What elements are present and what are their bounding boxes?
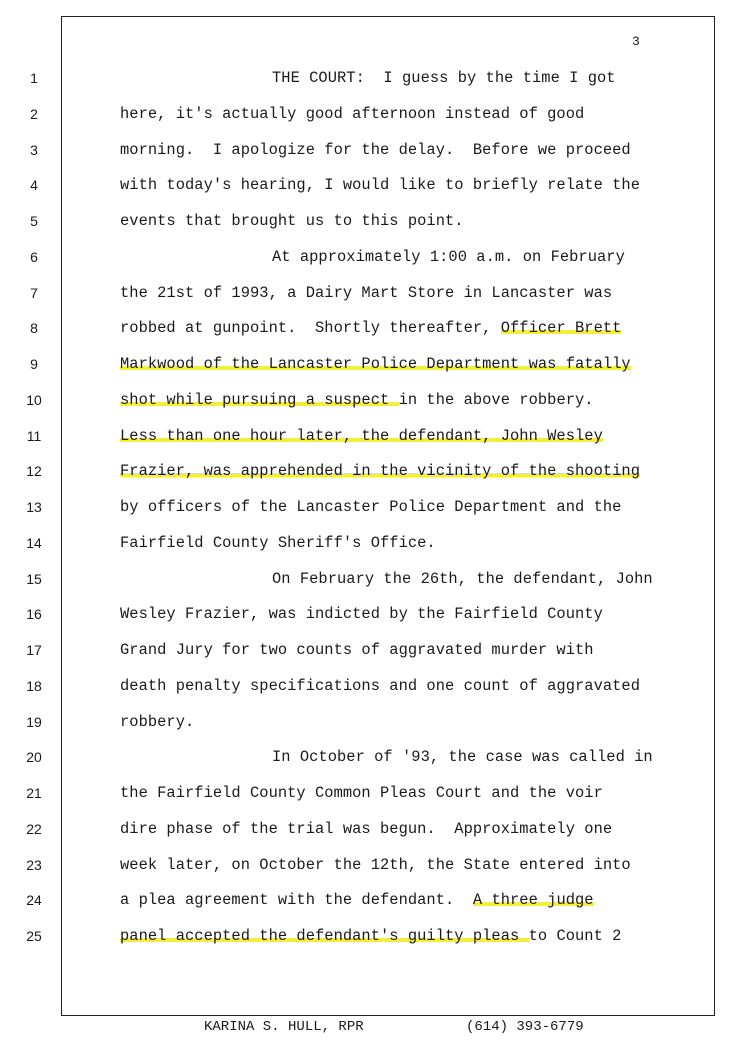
line-text-segment: Grand Jury for two counts of aggravated murder with [120,641,594,659]
line-number: 3 [30,142,38,158]
highlighted-text: Officer Brett [500,319,622,337]
transcript-line [120,391,594,409]
line-text-segment: THE COURT: I guess by the time I got [272,69,616,87]
transcript-line [120,319,621,337]
line-number: 4 [30,177,38,193]
page-number: 3 [632,34,640,49]
line-text-segment: In October of '93, the case was called in [272,748,653,766]
line-text-segment: with today's hearing, I would like to briefly relate the [120,176,641,194]
highlighted-text: Frazier, was apprehended in the vicinity of the shooting [120,462,641,480]
transcript-line [272,69,616,87]
transcript-line [120,212,464,230]
line-number: 23 [26,857,42,873]
line-text-segment: by officers of the Lancaster Police Department and the [120,498,622,516]
line-number: 13 [26,499,42,515]
line-number: 11 [26,428,42,444]
line-number: 12 [26,463,42,479]
line-text-segment: a plea agreement with the defendant. [120,891,473,909]
line-number: 8 [30,320,38,336]
line-number: 25 [26,928,42,944]
transcript-line [120,927,621,945]
transcript-line [272,748,653,766]
transcript-line [120,427,603,445]
line-text-segment: At approximately 1:00 a.m. on February [272,248,625,266]
transcript-line [120,605,603,623]
line-text-segment: the 21st of 1993, a Dairy Mart Store in Lancaster was [120,284,613,302]
line-text-segment: On February the 26th, the defendant, John [272,570,653,588]
transcript-line [120,462,640,480]
court-reporter-name: KARINA S. HULL, RPR [204,1019,364,1035]
court-reporter-phone: (614) 393-6779 [466,1019,584,1035]
line-text-segment: Wesley Frazier, was indicted by the Fairfield County [120,605,603,623]
line-number: 14 [26,535,42,551]
transcript-line [120,534,436,552]
transcript-line [120,355,631,373]
line-number: 7 [30,285,38,301]
line-text-segment: Fairfield County Sheriff's Office. [120,534,436,552]
line-text-segment: morning. I apologize for the delay. Before we proceed [120,141,631,159]
transcript-line [120,641,594,659]
transcript-line [120,498,621,516]
line-number: 10 [26,392,42,408]
line-text-segment: robbery. [120,713,195,731]
transcript-line [120,176,640,194]
transcript-line [120,856,631,874]
line-text-segment: week later, on October the 12th, the State entered into [120,856,631,874]
line-number: 22 [26,821,42,837]
line-number: 15 [26,571,42,587]
transcript-line [120,105,584,123]
line-number: 20 [26,749,42,765]
line-text-segment: dire phase of the trial was begun. Approximately one [120,820,613,838]
line-number: 16 [26,606,42,622]
line-text-segment: to Count 2 [528,927,622,945]
line-number: 2 [30,106,38,122]
line-text-segment: the Fairfield County Common Pleas Court and the voir [120,784,603,802]
highlighted-text: Less than one hour later, the defendant, John Wesley [120,427,603,445]
line-text-segment: in the above robbery. [398,391,594,409]
transcript-line [120,677,640,695]
line-text-segment: here, it's actually good afternoon instead of good [120,105,585,123]
line-text-segment: robbed at gunpoint. Shortly thereafter, [120,319,501,337]
transcript-line [120,820,612,838]
highlighted-text: Markwood of the Lancaster Police Department was fatally [120,355,631,373]
transcript-line [120,784,603,802]
transcript-line [272,570,653,588]
line-number: 21 [26,785,42,801]
line-number: 24 [26,892,42,908]
line-number: 5 [30,213,38,229]
transcript-line [272,248,625,266]
highlighted-text: shot while pursuing a suspect [120,391,399,409]
transcript-line [120,891,594,909]
line-number: 19 [26,714,42,730]
transcript-line [120,141,631,159]
line-number: 1 [30,70,38,86]
line-number: 17 [26,642,42,658]
line-number: 18 [26,678,42,694]
line-number: 9 [30,356,38,372]
highlighted-text: panel accepted the defendant's guilty pleas [120,927,529,945]
line-text-segment: events that brought us to this point. [120,212,464,230]
line-number: 6 [30,249,38,265]
transcript-line [120,284,612,302]
highlighted-text: A three judge [472,891,594,909]
transcript-line [120,713,194,731]
line-text-segment: death penalty specifications and one count of aggravated [120,677,641,695]
